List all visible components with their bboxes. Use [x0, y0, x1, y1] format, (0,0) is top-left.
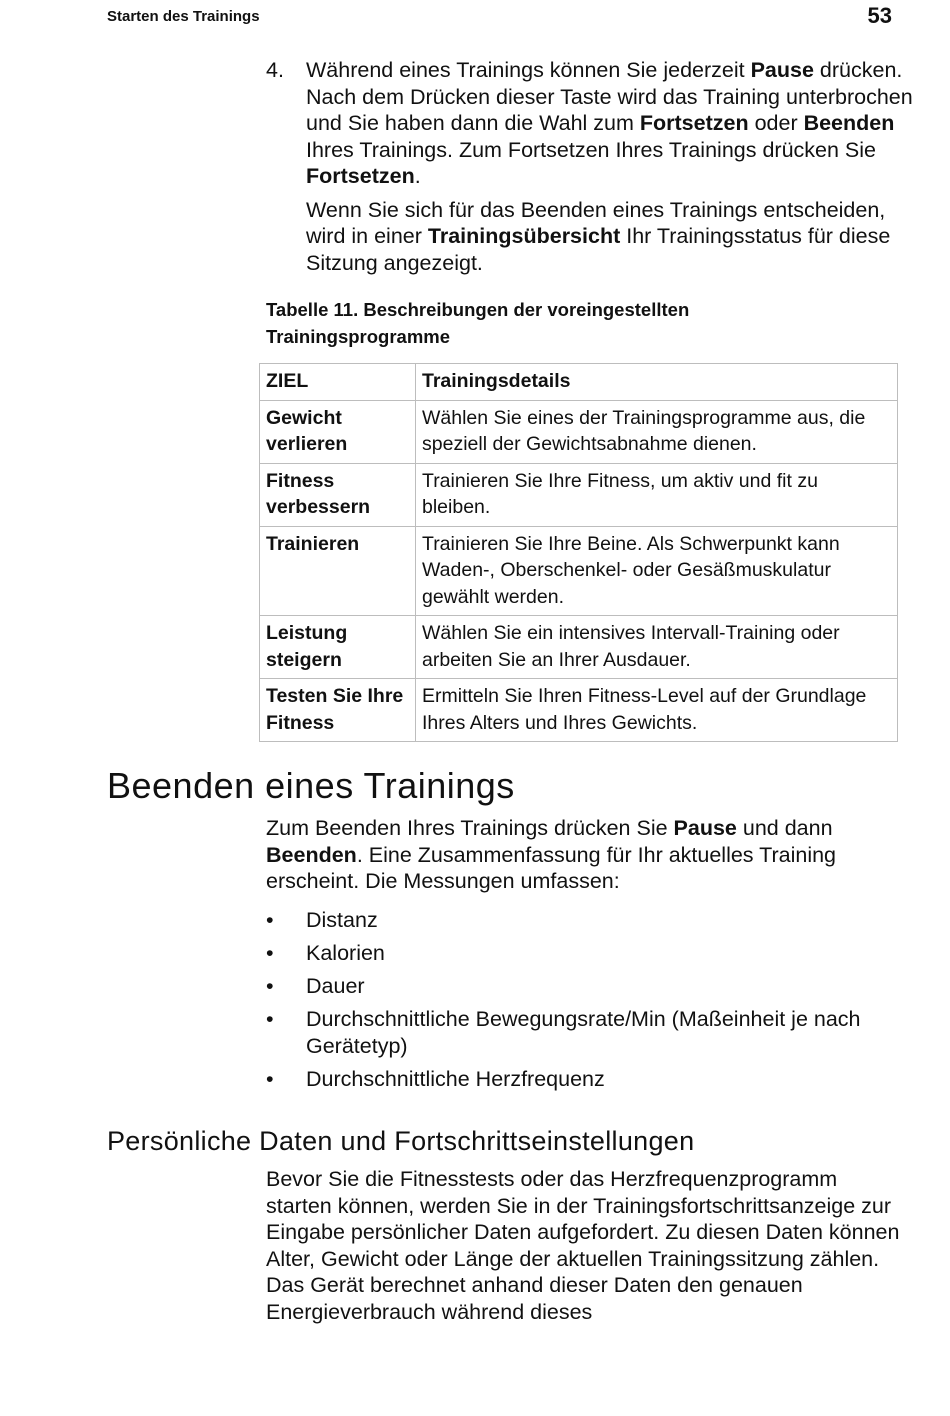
personal-data-paragraph: Bevor Sie die Fitnesstests oder das Herzfrequenzprogramm starten können, werden Sie in der Trainingsfortschrittsanzeige zur Eingabe persönlicher Daten aufgefordert. Zu diesen Daten können Alter, Gewicht oder Länge der aktuellen Trainingssitzung zählen. Das Gerät berechnet anhand dieser Daten den genauen Energieverbrauch während dieses [266, 1167, 900, 1324]
goal-cell: Fitness verbessern [260, 463, 416, 526]
text-run: Ihres Trainings. Zum Fortsetzen Ihres Trainings drücken Sie [306, 137, 876, 162]
step-4 [266, 57, 916, 276]
list-item-text: Kalorien [306, 941, 385, 965]
text-run: Während eines Trainings können Sie jederzeit [306, 58, 751, 82]
preset-programs-table [259, 363, 898, 742]
list-item-text: Durchschnittliche Herzfrequenz [306, 1066, 605, 1091]
goal-cell: Testen Sie Ihre Fitness [260, 679, 416, 742]
emphasis-pause: Pause [673, 816, 737, 840]
details-cell: Trainieren Sie Ihre Beine. Als Schwerpunkt kann Waden-, Oberschenkel- oder Gesäßmuskulatur gewählt werden. [416, 526, 898, 616]
bullet-icon: • [266, 1007, 274, 1031]
running-head: Starten des Trainings [107, 8, 260, 25]
list-item [266, 907, 906, 934]
table-caption [266, 296, 826, 350]
emphasis-trainingsuebersicht: Trainingsübersicht [427, 224, 621, 248]
step-number: 4. [266, 58, 284, 82]
emphasis-fortsetzen: Fortsetzen [639, 111, 749, 135]
subsection-heading-persoenliche-daten: Persönliche Daten und Fortschrittseinstellungen [107, 1126, 695, 1156]
text-run: . [414, 164, 421, 188]
bullet-icon: • [266, 1066, 274, 1091]
table-row [260, 679, 898, 742]
list-item-text: Durchschnittliche Bewegungsrate/Min (Maßeinheit je nach Gerätetyp) [306, 1007, 861, 1058]
table-row [260, 400, 898, 463]
goal-cell: Leistung steigern [260, 616, 416, 679]
measurements-list [266, 907, 906, 1099]
list-item [266, 973, 906, 1000]
text-run: oder [748, 111, 804, 135]
bullet-icon: • [266, 941, 274, 965]
goal-cell: Trainieren [260, 526, 416, 616]
details-cell: Trainieren Sie Ihre Fitness, um aktiv und fit zu bleiben. [416, 463, 898, 526]
end-section-intro [266, 815, 906, 895]
column-header-trainingsdetails: Trainingsdetails [416, 364, 898, 401]
emphasis-beenden: Beenden [266, 842, 357, 867]
bullet-icon: • [266, 974, 274, 998]
list-item-text: Dauer [306, 974, 365, 998]
details-cell: Wählen Sie eines der Trainingsprogramme aus, die speziell der Gewichtsabnahme dienen. [416, 400, 898, 463]
text-run: . Eine Zusammenfassung für Ihr aktuelles Training erscheint. Die Messungen umfassen: [266, 842, 837, 893]
text-run: Wenn Sie sich für das Beenden eines Trainings entscheiden, wird in einer [306, 197, 886, 248]
table-header-row [260, 364, 898, 401]
text-run: drücken. Nach dem Drücken dieser Taste wird das Training unterbrochen und Sie haben dann die Wahl zum [306, 58, 913, 135]
page-number: 53 [867, 3, 892, 28]
goal-cell: Gewicht verlieren [260, 400, 416, 463]
table-row [260, 463, 898, 526]
text-run: Ihr Trainingsstatus für diese Sitzung angezeigt. [306, 224, 891, 275]
emphasis-beenden: Beenden [803, 111, 895, 135]
bullet-icon: • [266, 908, 274, 932]
details-cell: Wählen Sie ein intensives Intervall-Training oder arbeiten Sie an Ihrer Ausdauer. [416, 616, 898, 679]
list-item [266, 1006, 906, 1059]
table-row [260, 526, 898, 616]
text-run: Zum Beenden Ihres Trainings drücken Sie [266, 816, 674, 840]
table-caption-line: Trainingsprogramme [266, 326, 451, 347]
emphasis-fortsetzen: Fortsetzen [306, 164, 415, 188]
column-header-ziel: ZIEL [260, 364, 416, 401]
step-paragraph-1 [306, 57, 916, 190]
emphasis-pause: Pause [750, 58, 814, 82]
details-cell: Ermitteln Sie Ihren Fitness-Level auf der Grundlage Ihres Alters und Ihres Gewichts. [416, 679, 898, 742]
text-run: und dann [736, 816, 833, 840]
list-item-text: Distanz [306, 908, 378, 932]
section-heading-beenden: Beenden eines Trainings [107, 765, 515, 806]
table-row [260, 616, 898, 679]
step-paragraph-2 [306, 197, 916, 277]
list-item [266, 1066, 906, 1093]
list-item [266, 940, 906, 967]
table-caption-line: Tabelle 11. Beschreibungen der voreingestellten [266, 299, 690, 320]
